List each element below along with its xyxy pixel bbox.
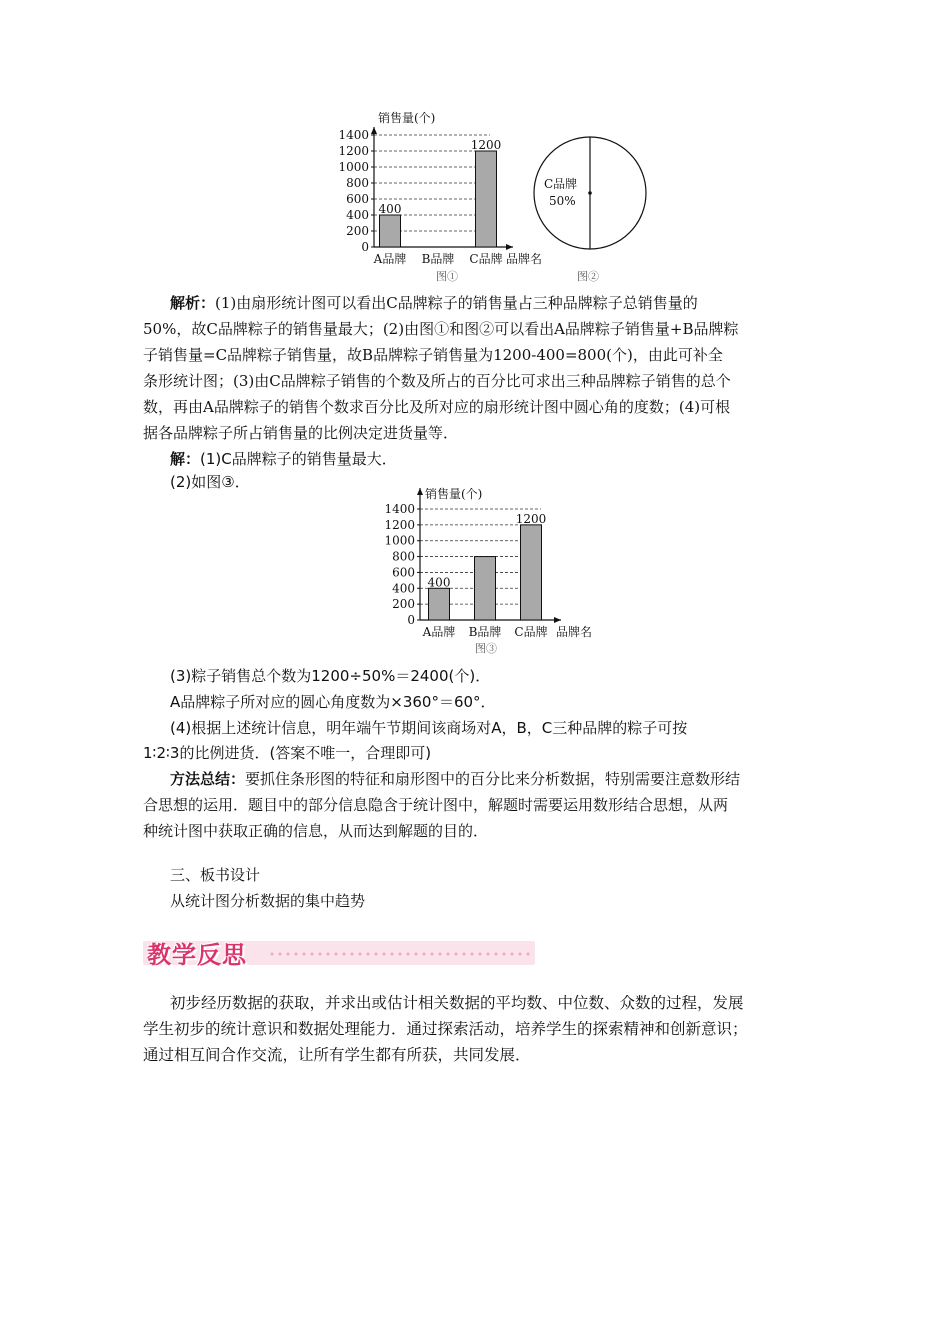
method-line-1: 方法总结：要抓住条形图的特征和扇形图中的百分比来分析数据，特别需要注意数形结: [170, 770, 741, 788]
category-label: A品牌: [373, 252, 407, 266]
y-tick-label: 1200: [384, 517, 415, 532]
y-tick-label: 800: [392, 549, 415, 564]
y-tick-label: 0: [407, 613, 415, 627]
y-axis-arrow: [371, 127, 377, 134]
y-tick-label: 600: [346, 192, 369, 206]
figure-label: 图③: [475, 642, 497, 655]
category-label: B品牌: [421, 252, 455, 266]
analysis-line-4: 条形统计图；(3)由C品牌粽子销售的个数及所占的百分比可求出三种品牌粽子销售的总个: [143, 372, 731, 390]
y-tick-label: 0: [361, 240, 369, 254]
banner-dots: [268, 951, 530, 957]
solution-p3: (3)粽子销售总个数为1200÷50%＝2400(个)．: [170, 667, 491, 685]
bar-value-label: 400: [427, 575, 451, 590]
reflection-banner: [143, 935, 535, 968]
y-tick-label: 800: [346, 176, 369, 190]
bar-chart-figure-3: [375, 484, 610, 659]
x-axis-label: 品牌名: [556, 625, 593, 639]
reflection-line-2: 学生初步的统计意识和数据处理能力．通过探索活动，培养学生的探索精神和创新意识；: [143, 1020, 748, 1038]
y-tick-label: 200: [392, 597, 415, 612]
analysis-line-1: 解析：(1)由扇形统计图可以看出C品牌粽子的销售量占三种品牌粽子总销售量的: [170, 294, 698, 312]
figure-label: 图①: [436, 270, 458, 283]
bar: [476, 151, 497, 247]
bar: [380, 215, 401, 247]
analysis-title: 解析：: [170, 294, 216, 312]
board-content: 从统计图分析数据的集中趋势: [170, 892, 366, 910]
method-line-3: 种统计图中获取正确的信息，从而达到解题的目的．: [143, 822, 489, 840]
category-label: C品牌: [514, 625, 548, 639]
y-tick-label: 200: [346, 224, 369, 238]
x-axis-label: 品牌名: [506, 252, 543, 266]
analysis-line-3: 子销售量=C品牌粽子销售量，故B品牌粽子销售量为1200-400=800(个)，由此可补全: [143, 346, 723, 364]
y-axis-label: 销售量(个): [378, 111, 436, 125]
solution-p5b: 1∶2∶3的比例进货．(答案不唯一，合理即可): [143, 744, 432, 762]
chart-plot-area: [384, 488, 561, 639]
solution-title: 解：: [170, 450, 201, 468]
category-label: C品牌: [469, 252, 503, 266]
method-line-2: 合思想的运用．题目中的部分信息隐含于统计图中，解题时需要运用数形结合思想，从两: [143, 796, 729, 814]
chart-plot-area: [338, 127, 513, 266]
x-axis-arrow: [554, 617, 561, 623]
y-tick-label: 600: [392, 565, 415, 580]
pie-chart-figure-2: [530, 135, 655, 285]
bar: [475, 557, 496, 620]
analysis-line-5: 数，再由A品牌粽子的销售个数求百分比及所对应的扇形统计图中圆心角的度数；(4)可根: [143, 398, 731, 416]
pie-slice-label: C品牌: [544, 177, 578, 191]
reflection-line-1: 初步经历数据的获取，并求出或估计相关数据的平均数、中位数、众数的过程，发展: [170, 994, 744, 1012]
analysis-line-6: 据各品牌粽子所占销售量的比例决定进货量等．: [143, 424, 459, 442]
bar-value-label: 400: [378, 202, 402, 216]
solution-p1: 解：(1)C品牌粽子的销售量最大．: [170, 450, 397, 468]
figure-label: 图②: [577, 270, 599, 283]
bar-chart-figure-1: [330, 108, 560, 288]
y-tick-label: 1000: [338, 160, 369, 174]
y-tick-label: 400: [346, 208, 369, 222]
category-label: A品牌: [422, 625, 456, 639]
bar-value-label: 1200: [515, 511, 547, 526]
method-title: 方法总结：: [170, 770, 246, 788]
y-tick-label: 1400: [384, 502, 415, 516]
bar-value-label: 1200: [470, 138, 502, 152]
banner-title: 教学反思: [147, 941, 247, 969]
board-heading: 三、板书设计: [170, 866, 261, 884]
y-axis-label: 销售量(个): [425, 487, 483, 501]
pie-center: [588, 191, 592, 195]
y-tick-label: 400: [392, 581, 415, 596]
y-tick-label: 1200: [338, 144, 369, 158]
reflection-line-3: 通过相互间合作交流，让所有学生都有所获，共同发展．: [143, 1046, 531, 1064]
solution-p4: A品牌粽子所对应的圆心角度数为×360°＝60°．: [170, 693, 496, 711]
y-axis-arrow: [417, 488, 423, 495]
solution-p2: (2)如图③．: [170, 473, 250, 491]
y-tick-label: 1000: [384, 533, 415, 548]
y-tick-label: 1400: [338, 128, 369, 142]
solution-p5a: (4)根据上述统计信息，明年端午节期间该商场对A，B，C三种品牌的粽子可按: [170, 719, 688, 737]
bar: [429, 588, 450, 620]
x-axis-arrow: [506, 244, 513, 250]
bar: [521, 525, 542, 620]
pie-slice-value: 50%: [549, 194, 576, 208]
analysis-line-2: 50%，故C品牌粽子的销售量最大；(2)由图①和图②可以看出A品牌粽子销售量+B品牌粽: [143, 320, 739, 338]
category-label: B品牌: [468, 625, 502, 639]
